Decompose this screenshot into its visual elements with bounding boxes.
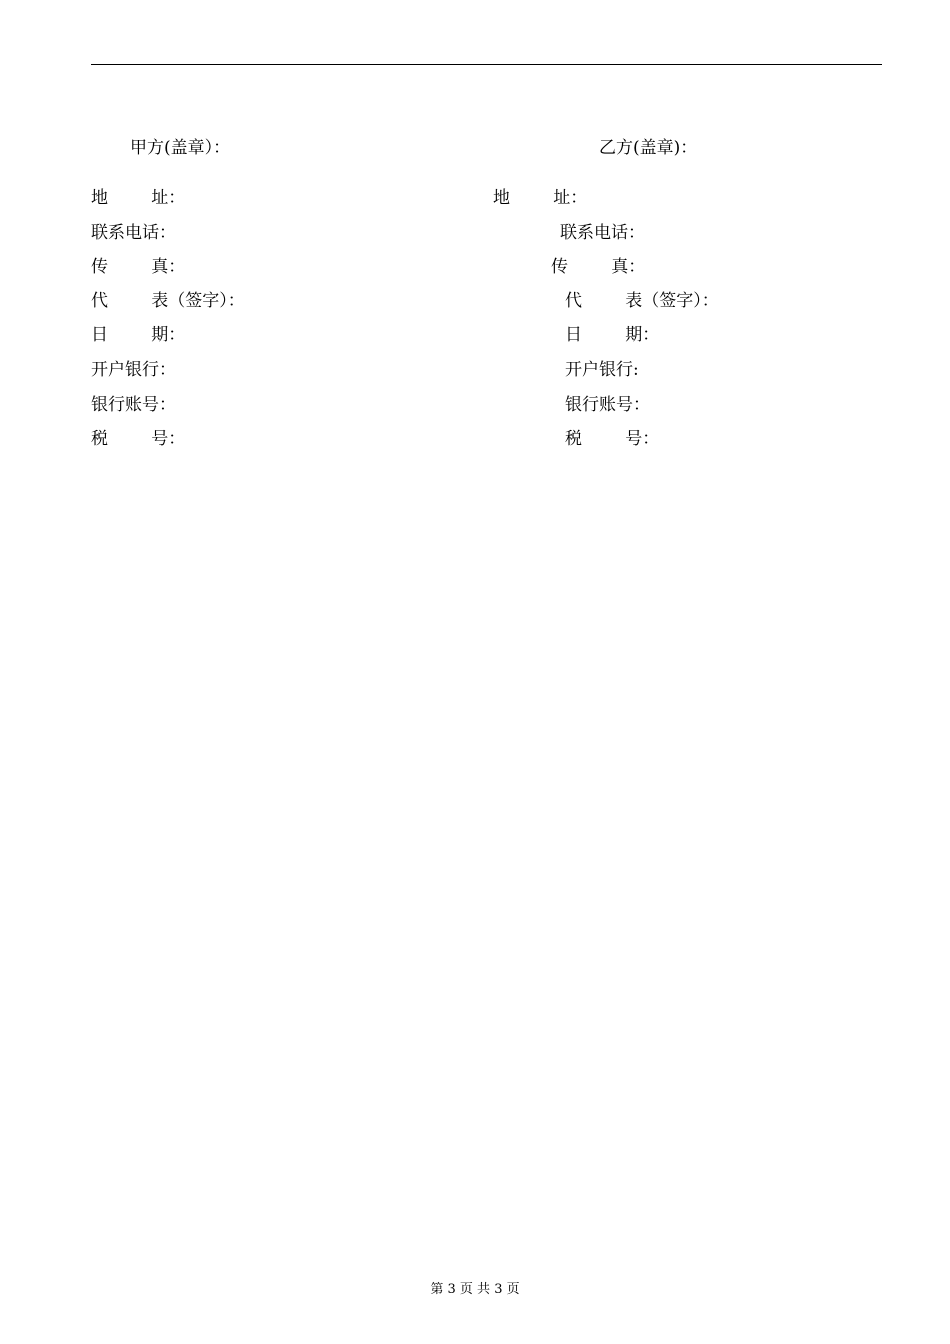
party-a-phone-label: 联系电话：: [91, 223, 176, 243]
party-a-date-label: 日 期：: [91, 325, 186, 345]
party-b-tax-label: 税 号：: [565, 429, 660, 449]
party-b-account-label: 银行账号：: [565, 395, 650, 415]
party-a-account-label: 银行账号：: [91, 395, 176, 415]
party-b-phone-label: 联系电话：: [560, 223, 645, 243]
page-footer: 第 3 页 共 3 页: [430, 1282, 520, 1297]
party-a-tax-label: 税 号：: [91, 429, 186, 449]
party-a-bank-label: 开户银行：: [91, 360, 176, 380]
party-a-heading: 甲方(盖章）：: [130, 138, 231, 158]
party-b-representative-label: 代 表（签字）：: [565, 291, 719, 311]
party-b-address-label: 地 址：: [493, 188, 588, 208]
party-a-representative-label: 代 表（签字）：: [91, 291, 245, 311]
party-b-date-label: 日 期：: [565, 325, 660, 345]
header-rule: [91, 64, 882, 65]
party-a-fax-label: 传 真：: [91, 257, 186, 277]
party-b-bank-label: 开户银行:: [565, 360, 639, 380]
party-a-address-label: 地 址：: [91, 188, 186, 208]
party-b-heading: 乙方(盖章)：: [599, 138, 698, 158]
party-b-fax-label: 传 真：: [551, 257, 646, 277]
